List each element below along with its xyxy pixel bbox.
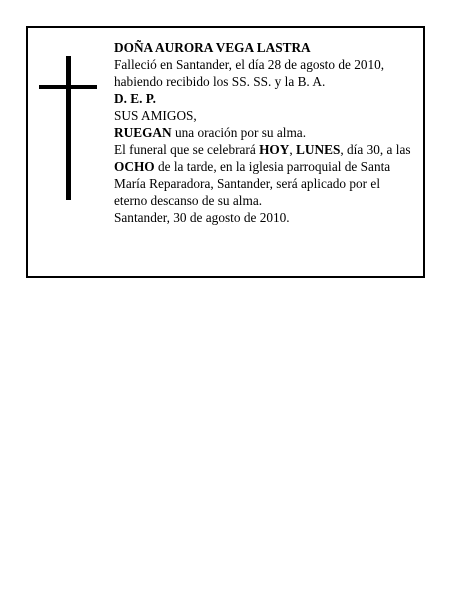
friends-line: SUS AMIGOS, (114, 108, 197, 123)
funeral-line-1-c: , día 30, a las (340, 142, 411, 157)
deceased-name: DOÑA AURORA VEGA LASTRA (114, 40, 311, 55)
death-line-1: Falleció en Santander, el día 28 de agosto de 2010, (114, 57, 385, 72)
cross-vertical-bar (66, 56, 71, 200)
death-line-2: habiendo recibido los SS. SS. y la B. A. (114, 74, 326, 89)
funeral-line-2 (114, 158, 414, 175)
funeral-line-1 (114, 141, 414, 158)
funeral-line-4: eterno descanso de su alma. (114, 193, 263, 208)
notice-text (114, 39, 414, 226)
ruegan-text: RUEGAN (114, 125, 172, 140)
funeral-line-3: María Reparadora, Santander, será aplicado por el (114, 176, 381, 191)
funeral-line-1-b: , (289, 142, 297, 157)
hoy-text: HOY (259, 142, 290, 157)
lunes-text: LUNES (296, 142, 341, 157)
place-date-line: Santander, 30 de agosto de 2010. (114, 210, 290, 225)
prayer-request-rest: una oración por su alma. (171, 125, 307, 140)
obituary-notice (26, 26, 425, 278)
funeral-line-2-rest: de la tarde, en la iglesia parroquial de Santa (154, 159, 391, 174)
funeral-line-1-a: El funeral que se celebrará (114, 142, 260, 157)
cross-horizontal-bar (39, 85, 97, 89)
rip-line: D. E. P. (114, 91, 156, 106)
prayer-request-line (114, 124, 414, 141)
ocho-text: OCHO (114, 159, 155, 174)
